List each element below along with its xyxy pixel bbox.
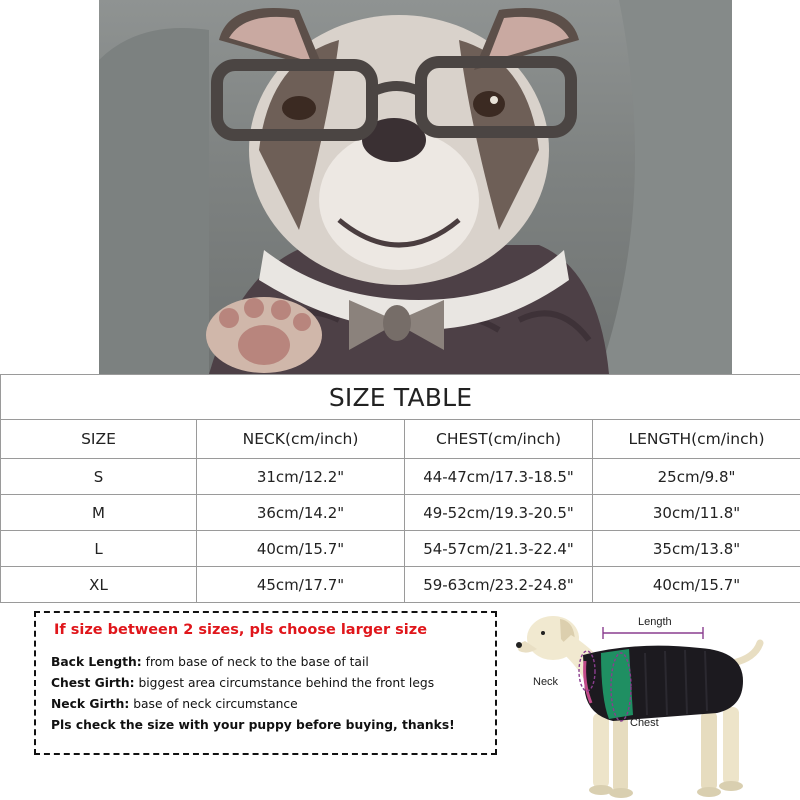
dog-with-glasses-illustration xyxy=(99,0,732,374)
neck-girth-label: Neck Girth: xyxy=(51,697,130,711)
size-warning: If size between 2 sizes, pls choose larger size xyxy=(54,622,428,638)
length-cell: 30cm/11.8" xyxy=(593,495,800,531)
table-row xyxy=(1,459,800,495)
measurement-diagram xyxy=(505,603,800,800)
neck-cell: 45cm/17.7" xyxy=(197,567,405,603)
back-length-note xyxy=(51,655,369,669)
product-photo xyxy=(99,0,732,374)
chest-cell: 44-47cm/17.3-18.5" xyxy=(405,459,593,495)
size-table-title: SIZE TABLE xyxy=(1,375,800,420)
chest-cell: 59-63cm/23.2-24.8" xyxy=(405,567,593,603)
column-header-chest: CHEST(cm/inch) xyxy=(405,420,593,459)
column-header-size: SIZE xyxy=(1,420,197,459)
neck-label: Neck xyxy=(533,676,559,688)
neck-girth-note xyxy=(51,697,298,711)
closing-note: Pls check the size with your puppy before buying, thanks! xyxy=(51,718,455,732)
size-table-title-row xyxy=(1,375,800,420)
size-table-header-row xyxy=(1,420,800,459)
size-cell: M xyxy=(1,495,197,531)
column-header-neck: NECK(cm/inch) xyxy=(197,420,405,459)
chest-cell: 49-52cm/19.3-20.5" xyxy=(405,495,593,531)
table-row xyxy=(1,567,800,603)
dog-in-jacket-illustration xyxy=(505,603,800,800)
chest-label: Chest xyxy=(630,717,659,729)
neck-cell: 36cm/14.2" xyxy=(197,495,405,531)
table-row xyxy=(1,531,800,567)
size-cell: S xyxy=(1,459,197,495)
back-length-text: from base of neck to the base of tail xyxy=(141,655,369,669)
neck-girth-text: base of neck circumstance xyxy=(129,697,298,711)
length-label: Length xyxy=(638,616,672,628)
chest-girth-label: Chest Girth: xyxy=(51,676,135,690)
length-cell: 40cm/15.7" xyxy=(593,567,800,603)
table-row xyxy=(1,495,800,531)
size-cell: XL xyxy=(1,567,197,603)
chest-cell: 54-57cm/21.3-22.4" xyxy=(405,531,593,567)
length-cell: 35cm/13.8" xyxy=(593,531,800,567)
size-cell: L xyxy=(1,531,197,567)
chest-girth-note xyxy=(51,676,434,690)
length-cell: 25cm/9.8" xyxy=(593,459,800,495)
size-notes-box xyxy=(34,611,497,755)
neck-cell: 31cm/12.2" xyxy=(197,459,405,495)
chest-girth-text: biggest area circumstance behind the front legs xyxy=(134,676,435,690)
neck-cell: 40cm/15.7" xyxy=(197,531,405,567)
back-length-label: Back Length: xyxy=(51,655,142,669)
size-table xyxy=(0,374,800,603)
column-header-length: LENGTH(cm/inch) xyxy=(593,420,800,459)
